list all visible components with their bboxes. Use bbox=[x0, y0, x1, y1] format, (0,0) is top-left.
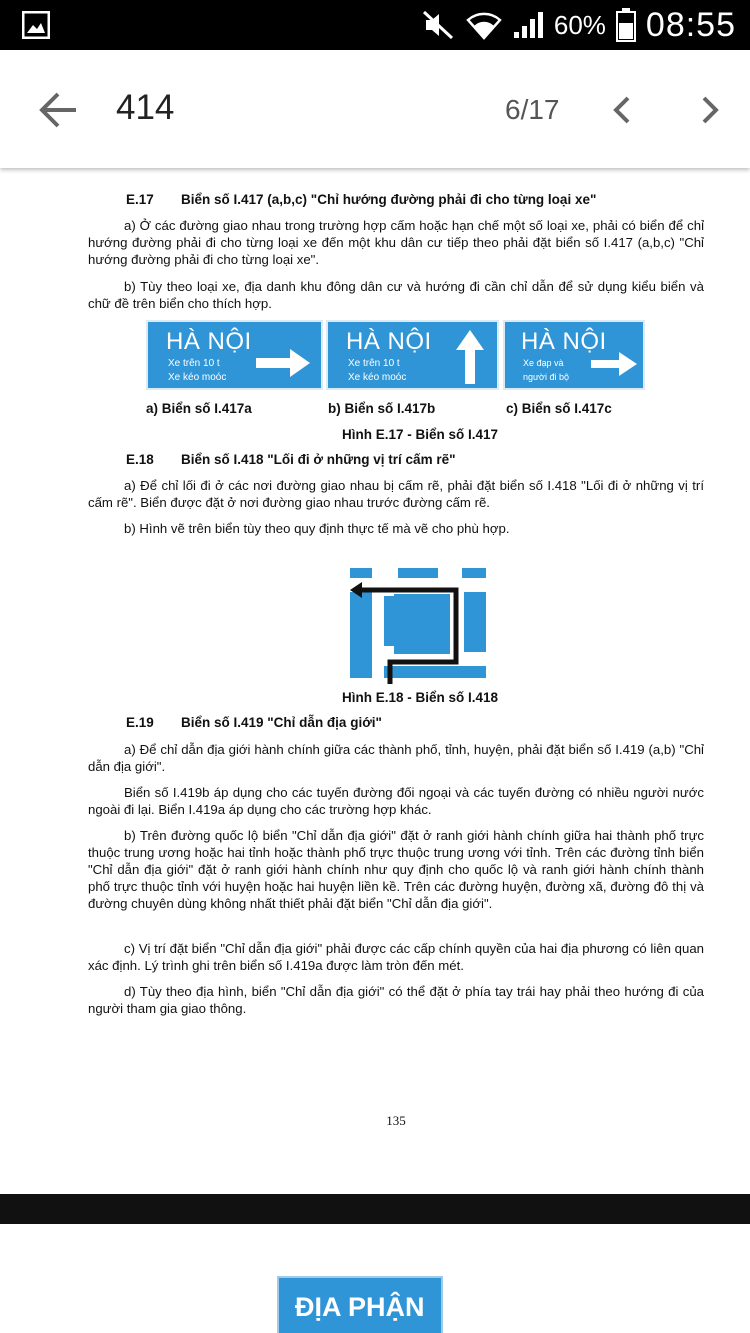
status-right bbox=[422, 0, 736, 50]
arrow-right-icon bbox=[256, 349, 310, 377]
sign-line: Xe đạp và bbox=[523, 358, 564, 368]
battery-icon bbox=[616, 8, 636, 42]
document-page[interactable] bbox=[0, 168, 750, 1194]
clock: 08:55 bbox=[645, 5, 736, 44]
sign-caption: a) Biển số I.417a bbox=[146, 401, 252, 416]
sign-i417a bbox=[146, 320, 323, 390]
sign-caption: c) Biển số I.417c bbox=[506, 401, 612, 416]
sign-i417c bbox=[503, 320, 645, 390]
app-bar bbox=[0, 50, 750, 168]
signal-icon bbox=[512, 10, 544, 40]
document-title: 414 bbox=[116, 88, 175, 127]
paragraph: a) Ở các đường giao nhau trong trường hợp cấm hoặc hạn chế một số loại xe, phải có biển để chỉ hướng đường phải đi cho từng loại xe đến một khu dân cư tiếp theo phải đặt biển số I.417 (a,b,c) "Chỉ hướng đường phải đi cho từng loại xe". bbox=[88, 218, 704, 267]
previous-page-icon[interactable] bbox=[608, 94, 640, 126]
paragraph: a) Để chỉ dẫn địa giới hành chính giữa các thành phố, tỉnh, huyện, phải đặt biển số I.419 (a,b) "Chỉ dẫn địa giới". bbox=[88, 742, 704, 774]
back-arrow-icon[interactable] bbox=[36, 88, 80, 132]
status-bar bbox=[0, 0, 750, 50]
sign-i417b bbox=[326, 320, 499, 390]
sign-line: người đi bộ bbox=[523, 372, 569, 382]
paragraph: b) Tùy theo loại xe, địa danh khu đông dân cư và hướng đi cần chỉ dẫn để sử dụng kiểu biển và chữ đề trên biển cho thích hợp. bbox=[88, 279, 704, 311]
arrow-up-icon bbox=[456, 330, 484, 384]
paragraph: d) Tùy theo địa hình, biển "Chỉ dẫn địa giới" có thể đặt ở phía tay trái hay phải theo hướng đi của người tham gia giao thông. bbox=[88, 984, 704, 1016]
page-number: 135 bbox=[386, 1113, 406, 1128]
gallery-icon bbox=[22, 11, 50, 39]
section-title: Biển số I.418 "Lối đi ở những vị trí cấm rẽ" bbox=[181, 452, 456, 467]
sign-city: HÀ NỘI bbox=[166, 328, 252, 355]
paragraph: b) Hình vẽ trên biển tùy theo quy định thực tế mà vẽ cho phù hợp. bbox=[124, 521, 510, 536]
section-heading-e17 bbox=[126, 192, 716, 207]
battery-percent: 60% bbox=[553, 9, 606, 40]
sign-i418 bbox=[348, 566, 488, 684]
page-indicator: 6/17 bbox=[505, 94, 560, 125]
mute-icon bbox=[422, 10, 456, 40]
sign-line: Xe trên 10 t bbox=[348, 358, 400, 369]
paragraph: c) Vị trí đặt biển "Chỉ dẫn địa giới" phải được các cấp chính quyền của hai địa phương có liên quan xác định. Lý trình ghi trên biển số I.419a được làm tròn đến mét. bbox=[88, 941, 704, 973]
sign-city: HÀ NỘI bbox=[521, 328, 607, 355]
section-title: Biển số I.419 "Chỉ dẫn địa giới" bbox=[181, 715, 382, 730]
section-number: E.19 bbox=[126, 715, 154, 730]
next-page-icon[interactable] bbox=[692, 94, 724, 126]
section-number: E.18 bbox=[126, 452, 154, 467]
next-page-preview[interactable] bbox=[0, 1224, 750, 1333]
sign-text: ĐỊA PHẬN bbox=[295, 1292, 425, 1322]
wifi-icon bbox=[466, 10, 502, 40]
section-heading-e19 bbox=[126, 715, 716, 730]
paragraph: Biển số I.419b áp dụng cho các tuyến đường đối ngoại và các tuyến đường có nhiều người nước ngoài đi lại. Biển I.419a áp dụng cho các trường hợp khác. bbox=[88, 785, 704, 817]
figure-caption: Hình E.17 - Biển số I.417 bbox=[341, 427, 499, 442]
sign-line: Xe kéo moóc bbox=[168, 372, 227, 383]
sign-i419-preview bbox=[277, 1276, 443, 1333]
sign-line: Xe trên 10 t bbox=[168, 358, 220, 369]
section-heading-e18 bbox=[126, 452, 716, 467]
sign-line: Xe kéo moóc bbox=[348, 372, 407, 383]
sign-city: HÀ NỘI bbox=[346, 328, 432, 355]
paragraph: b) Trên đường quốc lộ biển "Chỉ dẫn địa giới" đặt ở ranh giới hành chính giữa hai thành phố trực thuộc trung ương hoặc hai tỉnh hoặc thành phố trực thuộc trung ương với tỉnh. Trên các đường tỉnh biển "Chỉ dẫn địa giới" đặt ở ranh giới hành chính như quy định cho quốc lộ và ranh giới hành chính thành phố trực thuộc tỉnh với huyện hoặc hai huyện liền kề. Trên các đường huyện, đường xã, đường đô thị và đường chuyên dùng không nhất thiết phải đặt biển "Chỉ dẫn địa giới". bbox=[88, 828, 704, 911]
section-number: E.17 bbox=[126, 192, 154, 207]
figure-caption: Hình E.18 - Biển số I.418 bbox=[341, 690, 499, 705]
section-title: Biển số I.417 (a,b,c) "Chỉ hướng đường phải đi cho từng loại xe" bbox=[181, 192, 597, 207]
sign-caption: b) Biển số I.417b bbox=[328, 401, 436, 416]
paragraph: a) Để chỉ lối đi ở các nơi đường giao nhau bị cấm rẽ, phải đặt biển số I.418 "Lối đi ở những vị trí cấm rẽ". Biển được đặt ở nơi đường giao nhau trước đường cấm rẽ. bbox=[88, 478, 704, 510]
arrow-right-icon bbox=[591, 352, 637, 376]
page-separator bbox=[0, 1194, 750, 1224]
